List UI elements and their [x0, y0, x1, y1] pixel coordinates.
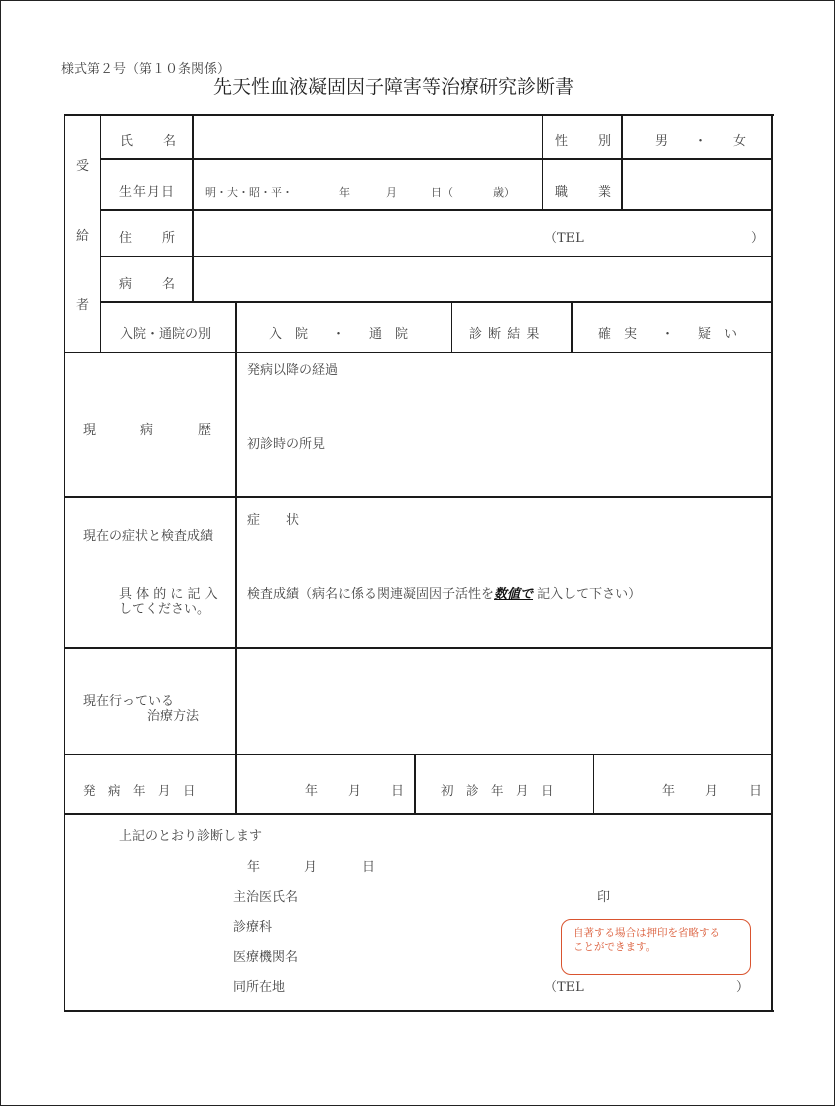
- table-border-right: [771, 114, 773, 1012]
- col-line: [451, 301, 452, 353]
- onset-day-unit: 日: [391, 784, 405, 799]
- admission-label: 入院・通院の別: [120, 327, 212, 342]
- birth-month-unit: 月: [386, 186, 397, 199]
- doctor-name-label: 主治医氏名: [233, 890, 299, 905]
- history-label-char: 現: [83, 423, 97, 438]
- address-tel-field[interactable]: [586, 223, 746, 249]
- symptoms-instruction-1: 具 体 的 に 記 入: [119, 587, 218, 602]
- institution-label: 医療機関名: [233, 950, 299, 965]
- address-field[interactable]: [194, 211, 534, 256]
- birth-year-unit: 年: [339, 186, 350, 199]
- numeric-emphasis: 数値で: [494, 587, 534, 602]
- institution-address-label: 同所在地: [233, 980, 286, 995]
- row-line: [100, 301, 773, 303]
- col-line: [414, 754, 416, 814]
- symptoms-field[interactable]: [238, 531, 770, 581]
- address-tel-open: （TEL: [544, 231, 584, 246]
- disease-label: 病 名: [119, 277, 176, 292]
- cert-month-unit: 月: [304, 860, 318, 875]
- col-line: [542, 114, 543, 210]
- admission-options: 入 院 ・ 通 院: [269, 327, 409, 342]
- first-visit-date-label: 初 診 年 月 日: [441, 783, 554, 798]
- cert-tel-open: （TEL: [544, 980, 584, 995]
- birth-day-unit: 日（: [431, 186, 453, 199]
- name-label: 氏 名: [120, 134, 177, 149]
- treatment-field[interactable]: [238, 649, 770, 753]
- onset-date-label: 発 病 年 月 日: [83, 783, 196, 798]
- disease-field[interactable]: [194, 257, 770, 301]
- address-tel-close: ）: [751, 231, 765, 246]
- diagnosis-result-options: 確 実 ・ 疑 い: [598, 327, 738, 342]
- institution-field[interactable]: [311, 945, 551, 967]
- sex-label: 性 別: [555, 134, 612, 149]
- admission-option-inpatient[interactable]: 入 院: [269, 327, 309, 342]
- department-label: 診療科: [233, 920, 273, 935]
- birthdate-label: 生年月日: [119, 185, 176, 200]
- sex-option-male[interactable]: 男: [655, 134, 669, 149]
- cert-day-unit: 日: [362, 860, 376, 875]
- first-visit-month-unit: 月: [705, 784, 719, 799]
- history-label-char: 歴: [198, 423, 212, 438]
- history-label-char: 病: [140, 423, 154, 438]
- institution-address-field[interactable]: [311, 975, 541, 997]
- age-unit: 歳）: [493, 186, 515, 199]
- seal-mark: 印: [597, 890, 611, 905]
- treatment-label-2: 治療方法: [147, 709, 200, 724]
- recipient-label-char: 給: [76, 229, 90, 244]
- col-line: [235, 301, 237, 815]
- table-border-left: [64, 114, 65, 1012]
- onset-date-field[interactable]: [238, 756, 413, 812]
- row-line: [64, 813, 773, 815]
- table-border-bottom: [64, 1010, 774, 1012]
- diagnosis-option-suspected[interactable]: 疑 い: [698, 327, 738, 342]
- cert-tel-field[interactable]: [586, 975, 731, 997]
- test-results-label: 検査成績（病名に係る関連凝固因子活性を数値で 記入して下さい）: [247, 587, 642, 602]
- signature-note-box: [561, 919, 751, 975]
- diagnosis-option-confirmed[interactable]: 確 実: [598, 327, 638, 342]
- treatment-label-1: 現在行っている: [83, 694, 175, 709]
- onset-year-unit: 年: [305, 784, 319, 799]
- address-label: 住 所: [119, 231, 176, 246]
- name-field[interactable]: [194, 116, 541, 158]
- admission-option-outpatient[interactable]: 通 院: [369, 327, 409, 342]
- recipient-label-char: 受: [76, 159, 90, 174]
- form-title: 先天性血液凝固因子障害等治療研究診断書: [213, 76, 575, 98]
- certification-statement: 上記のとおり診断します: [119, 829, 263, 844]
- first-visit-year-unit: 年: [662, 784, 676, 799]
- occupation-field[interactable]: [623, 160, 770, 209]
- col-line: [571, 301, 573, 353]
- first-visit-day-unit: 日: [749, 784, 763, 799]
- diagnosis-result-label: 診 断 結 果: [469, 327, 541, 342]
- birthdate-eras[interactable]: 明・大・昭・平・: [205, 186, 293, 199]
- department-field[interactable]: [281, 915, 551, 937]
- onset-month-unit: 月: [348, 784, 362, 799]
- course-label: 発病以降の経過: [247, 363, 339, 378]
- row-line: [64, 352, 773, 353]
- symptoms-section-label: 現在の症状と検査成績: [83, 529, 214, 544]
- recipient-label-char: 者: [76, 298, 90, 313]
- col-line: [593, 754, 594, 814]
- row-line: [64, 496, 773, 498]
- row-line: [64, 754, 773, 755]
- sex-options: 男 ・ 女: [655, 134, 747, 149]
- signature-note-text: 自著する場合は押印を省略する ことができます。: [573, 927, 720, 953]
- initial-findings-label: 初診時の所見: [247, 437, 326, 452]
- symptoms-instruction-2: してください。: [119, 602, 211, 617]
- doctor-name-field[interactable]: [311, 885, 591, 907]
- cert-year-unit: 年: [247, 860, 261, 875]
- symptoms-label: 症 状: [247, 513, 300, 528]
- col-line: [100, 114, 101, 353]
- course-field[interactable]: [238, 381, 770, 431]
- first-visit-date-field[interactable]: [595, 756, 770, 812]
- cert-tel-close: ）: [736, 980, 750, 995]
- sex-option-female[interactable]: 女: [733, 134, 747, 149]
- test-results-field[interactable]: [238, 606, 770, 646]
- occupation-label: 職 業: [555, 185, 612, 200]
- form-number: 様式第２号（第１０条関係）: [61, 62, 231, 77]
- initial-findings-field[interactable]: [238, 456, 770, 496]
